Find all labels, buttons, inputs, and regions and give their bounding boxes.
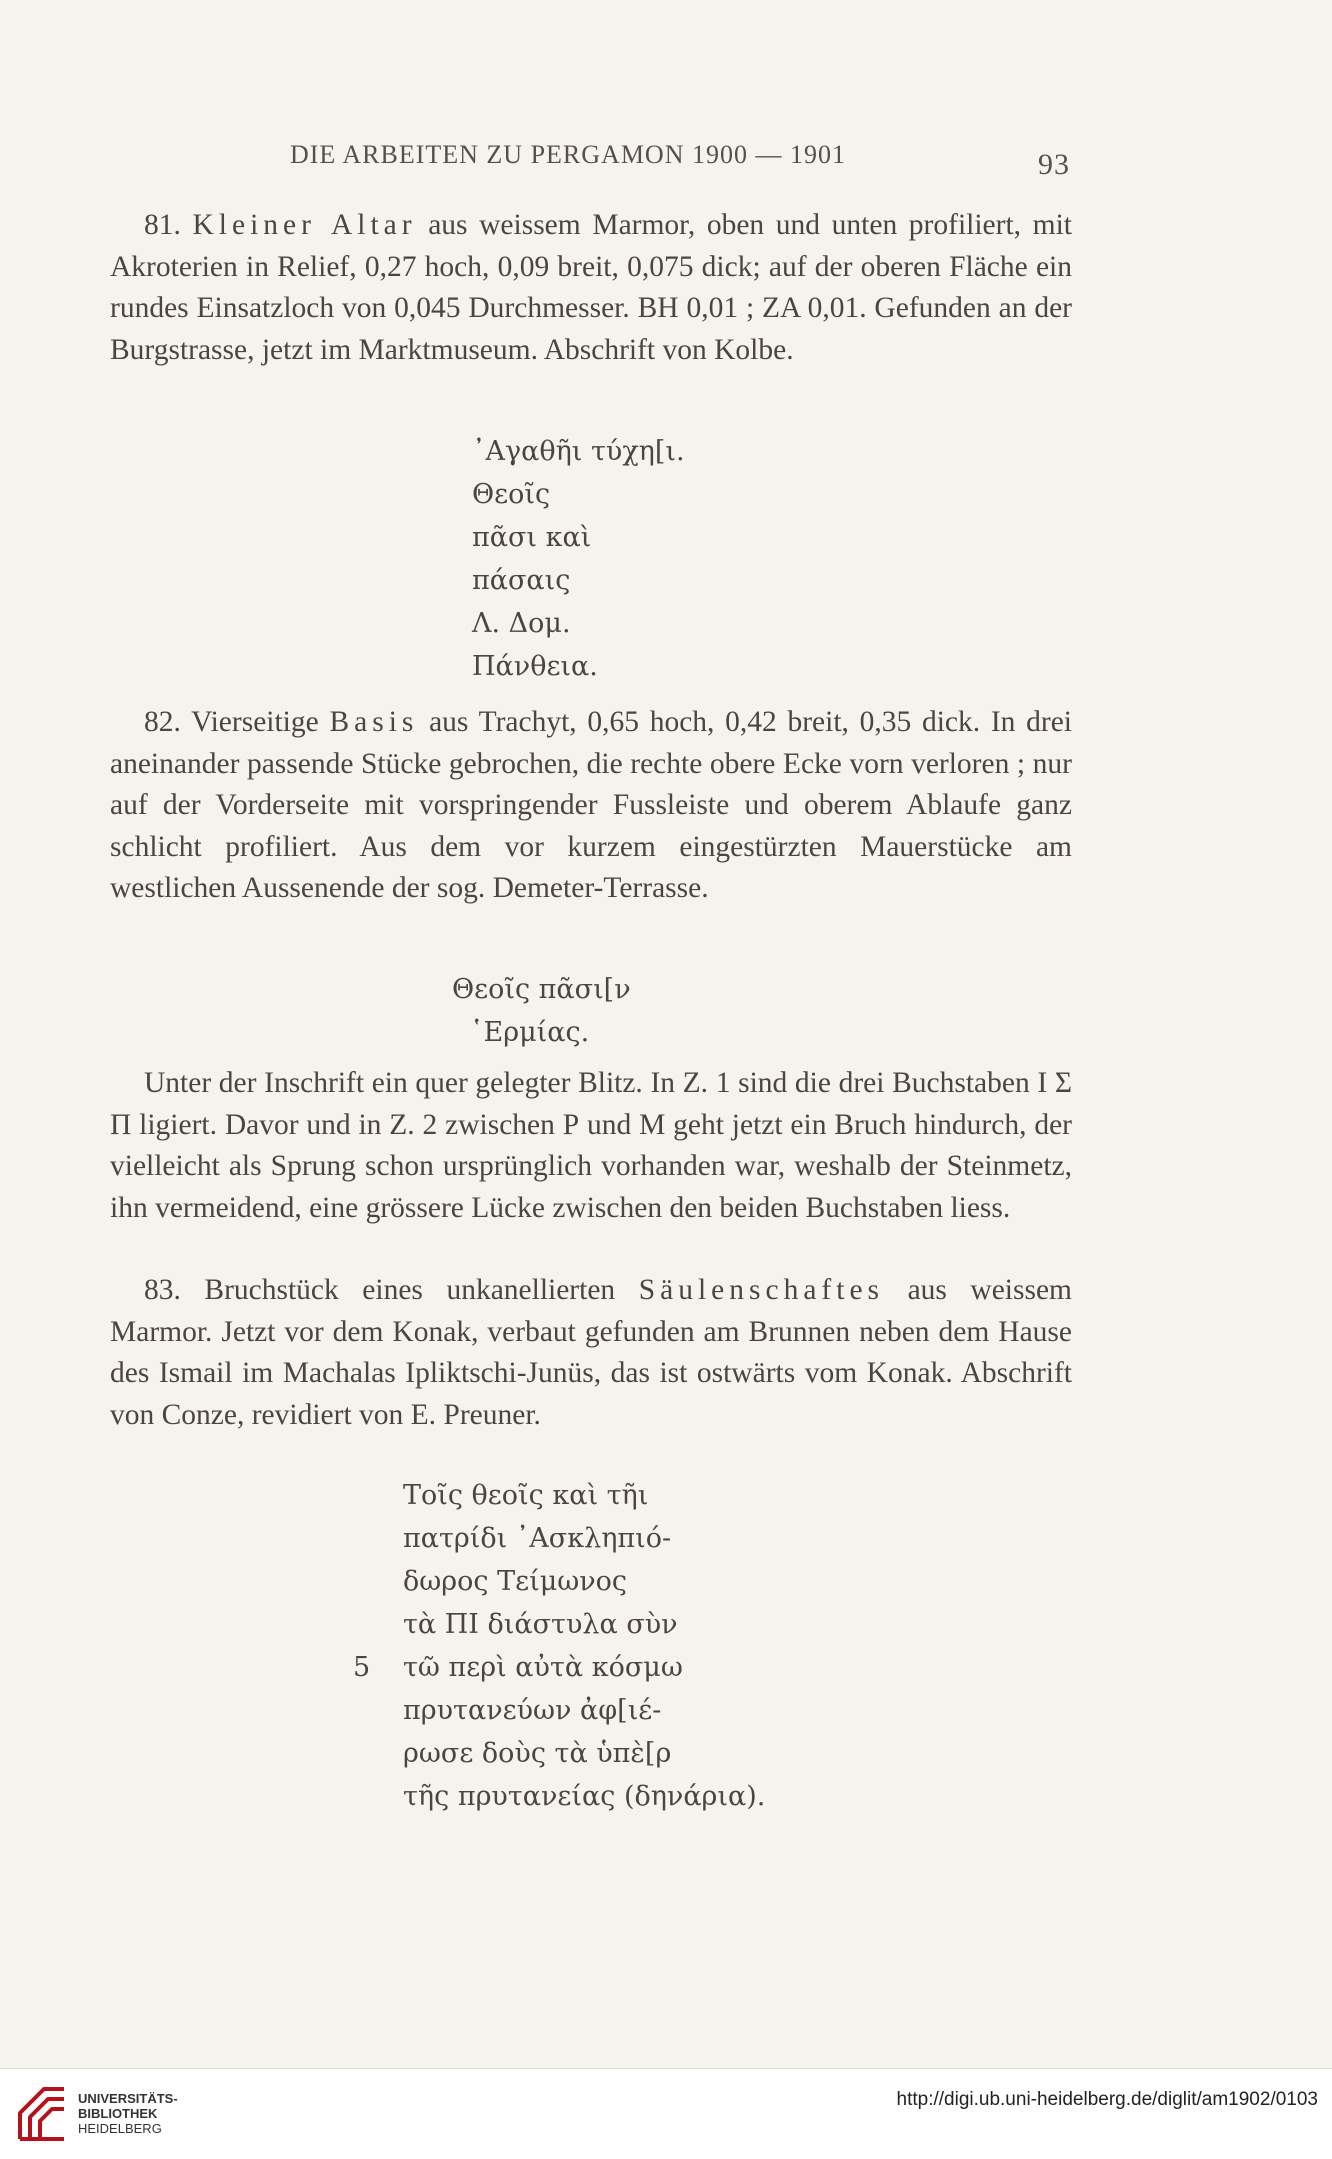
- inscription-line: Θεοῖς: [472, 479, 551, 510]
- entry-number: 83.: [144, 1274, 181, 1306]
- entry-83: [110, 1270, 1072, 1436]
- inscription-83: [353, 1474, 766, 1818]
- logo-line: HEIDELBERG: [78, 2121, 162, 2136]
- inscription-line: Θεοῖς πᾶσι[ν: [452, 974, 631, 1005]
- entry-title: Basis: [329, 706, 419, 738]
- inscription-line: Τοῖς θεοῖς καὶ τῆι: [403, 1480, 649, 1511]
- entry-title: Kleiner Altar: [192, 209, 417, 241]
- entry-text: aus weissem Marmor. Jetzt vor dem Konak, verbaut gefunden am Brunnen neben dem Hause des Ismail im Machalas Ipliktschi-Junüs, das ist ostwärts vom Konak. Abschrift von Conze, revidiert von E. Preuner.: [110, 1274, 1073, 1431]
- line-number: 5: [353, 1652, 371, 1683]
- entry-number: 81.: [144, 209, 181, 241]
- inscription-line: πατρίδι ᾿Ασκληπιό-: [403, 1523, 672, 1554]
- footer-bar: [0, 2068, 1332, 2159]
- inscription-line-text: τῶ περὶ αὐτὰ κόσμω: [403, 1652, 683, 1683]
- inscription-line: ῾Ερμίας.: [470, 1017, 590, 1048]
- logo-line: BIBLIOTHEK: [78, 2106, 158, 2121]
- entry-81-paragraph: [110, 205, 1072, 371]
- entry-82: [110, 702, 1072, 910]
- inscription-line: πρυτανεύων ἀφ[ιέ-: [403, 1695, 662, 1726]
- entry-text-pre: Vierseitige: [191, 706, 319, 738]
- entry-81: [110, 205, 1072, 371]
- inscription-line: τῆς πρυτανείας (δηνάρια).: [403, 1781, 766, 1812]
- entry-82-paragraph: [110, 702, 1072, 910]
- inscription-81: [472, 430, 685, 688]
- entry-title: Säulenschaftes: [638, 1274, 885, 1306]
- inscription-line: Πάνθεια.: [472, 651, 598, 682]
- inscription-line: ᾿Αγαθῆι τύχη[ι.: [472, 436, 685, 467]
- entry-text: aus Trachyt, 0,65 hoch, 0,42 breit, 0,35 dick. In drei aneinander passende Stücke gebrochen, die rechte obere Ecke vorn verloren ; nur auf der Vorderseite mit vorspringender Fussleiste und oberem Ablaufe ganz schlicht profiliert. Aus dem vor kurzem eingestürzten Mauerstücke am westlichen Aussenende der sog. Demeter-Terrasse.: [110, 706, 1073, 904]
- entry-83-paragraph: [110, 1270, 1072, 1436]
- page-number: 93: [1038, 148, 1070, 181]
- running-title: DIE ARBEITEN ZU PERGAMON 1900 — 1901: [290, 140, 846, 169]
- entry-text: aus weissem Marmor, oben und unten profiliert, mit Akroterien in Relief, 0,27 hoch, 0,09 breit, 0,075 dick; auf der oberen Fläche ein rundes Einsatzloch von 0,045 Durchmesser. BH 0,01 ; ZA 0,01. Gefunden an der Burgstrasse, jetzt im Marktmuseum. Abschrift von Kolbe.: [110, 209, 1072, 366]
- university-library-logo-icon: [14, 2083, 70, 2145]
- logo-text: [78, 2091, 178, 2136]
- inscription-line: δωρος Τείμωνος: [403, 1566, 628, 1597]
- inscription-line: τὰ ΠΙ διάστυλα σὺν: [403, 1609, 678, 1640]
- entry-text-pre: Bruchstück eines unkanellierten: [204, 1274, 616, 1306]
- logo-line: UNIVERSITÄTS-: [78, 2091, 178, 2106]
- inscription-82: [452, 968, 631, 1054]
- inscription-line-5: [353, 1646, 765, 1689]
- inscription-line: πάσαις: [472, 565, 571, 596]
- source-url-link[interactable]: http://digi.ub.uni-heidelberg.de/diglit/am1902/0103: [896, 2089, 1318, 2110]
- running-header: [290, 140, 1070, 181]
- inscription-line: πᾶσι καὶ: [472, 522, 592, 553]
- inscription-line: Λ. Δομ.: [472, 608, 571, 639]
- entry-number: 82.: [144, 706, 181, 738]
- entry-82-commentary: [110, 1063, 1072, 1229]
- inscription-line: ρωσε δοὺς τὰ ὑπὲ[ρ: [403, 1738, 672, 1769]
- commentary-paragraph: Unter der Inschrift ein quer gelegter Blitz. In Z. 1 sind die drei Buchstaben Ι Σ Π ligiert. Davor und in Z. 2 zwischen Ρ und Μ geht jetzt ein Bruch hindurch, der vielleicht als Sprung schon ursprünglich vorhanden war, weshalb der Steinmetz, ihn vermeidend, eine grössere Lücke zwischen den beiden Buchstaben liess.: [110, 1067, 1072, 1224]
